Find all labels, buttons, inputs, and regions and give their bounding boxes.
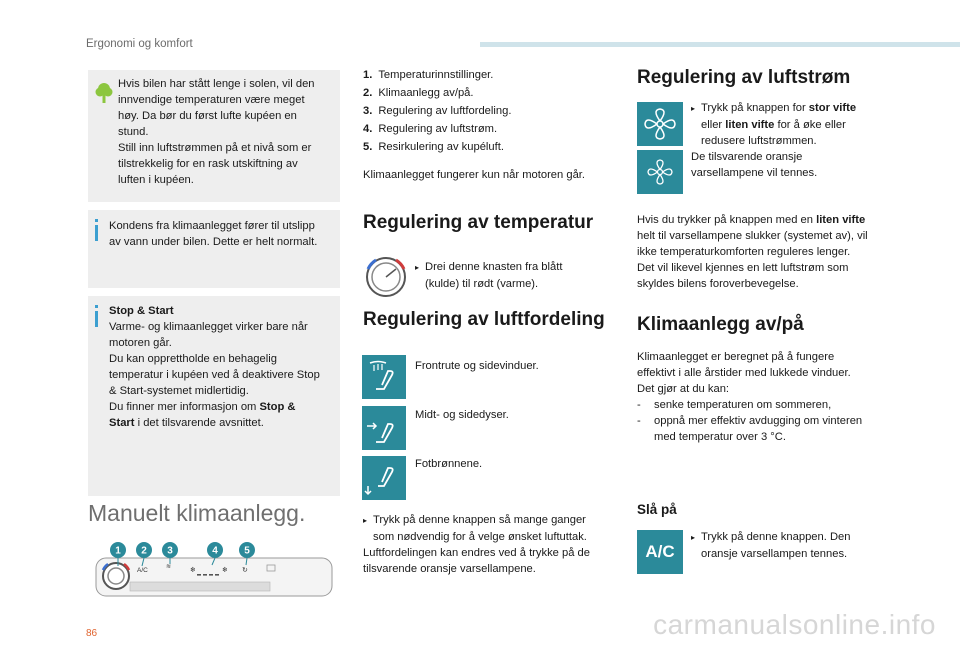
large-fan-button-icon	[637, 102, 683, 146]
ac-heading: Klimaanlegg av/på	[637, 314, 804, 335]
header-bar	[480, 42, 960, 47]
list-item: 3. Regulering av luftfordeling.	[363, 105, 512, 117]
panel-ac-label: A/C	[137, 567, 148, 574]
distribution-bottom-text: ▸ Trykk på denne knappen så mange ganger som nødvendig for å velge ønsket luftuttak. Luftfordelingen kan endres ved å trykke på de tilsvarende oransje varsellampene.	[363, 514, 591, 575]
footwell-button-icon	[362, 456, 406, 500]
ac-button-icon	[637, 530, 683, 574]
svg-text:❄: ❄	[222, 566, 228, 574]
ac-button-label: A/C	[645, 542, 675, 561]
turn-on-text: ▸ Trykk på denne knappen. Den oransje varsellampen tennes.	[691, 531, 851, 560]
svg-text:↻: ↻	[242, 566, 248, 574]
tree-icon	[95, 82, 113, 104]
airflow-heading: Regulering av luftstrøm	[637, 67, 851, 88]
temperature-knob-icon	[362, 255, 410, 299]
svg-text:❄: ❄	[190, 566, 196, 574]
legend-list	[363, 66, 603, 156]
page-number: 86	[86, 628, 98, 639]
panel-callout-1: 1	[115, 545, 121, 557]
watermark: carmanualsonline.info	[653, 609, 936, 640]
condens-note-text: Kondens fra klimaanlegget fører til utslipp av vann under bilen. Dette er helt normalt.	[109, 220, 318, 248]
svg-text:≋: ≋	[166, 563, 172, 570]
airflow-paragraph: Hvis du trykker på knappen med en liten vifte helt til varsellampene slukker (systemet av), vil ikke temperaturkomforten reguleres lenger. Det vil likevel kjennes en lett luftstrøm som skyldes bilens foroverbevegelse.	[637, 214, 868, 290]
turn-on-heading: Slå på	[637, 502, 677, 517]
list-item: 5. Resirkulering av kupéluft.	[363, 141, 504, 153]
panel-callout-4: 4	[212, 545, 218, 557]
distribution-item: Fotbrønnene.	[415, 458, 483, 470]
windscreen-button-icon	[362, 355, 406, 399]
engine-note: Klimaanlegget fungerer kun når motoren går.	[363, 169, 586, 181]
small-fan-button-icon	[637, 150, 683, 194]
distribution-heading: Regulering av luftfordeling	[363, 309, 605, 330]
list-item: 1. Temperaturinnstillinger.	[363, 69, 494, 81]
distribution-item: Frontrute og sidevinduer.	[415, 360, 539, 372]
face-vents-button-icon	[362, 406, 406, 450]
panel-callout-3: 3	[167, 545, 173, 557]
stopstart-note-text: Stop & Start Varme- og klimaanlegget virker bare når motoren går. Du kan opprettholde en behagelig temperatur i kupéen ved å deaktivere Stop & Start-systemet midlertidig. Du finner mer informasjon om Stop & Start i det tilsvarende avsnittet.	[109, 305, 320, 429]
ac-text: Klimaanlegget er beregnet på å fungere effektivt i alle årstider med lukkede vinduer. Det gjør at du kan: - senke temperaturen om sommeren, - oppnå mer effektiv avdugging om vinteren med temperatur over 3 °C.	[637, 351, 863, 443]
panel-callout-2: 2	[141, 545, 147, 557]
temperature-text: ▸ Drei denne knasten fra blått (kulde) til rødt (varme).	[415, 261, 563, 290]
list-item: 4. Regulering av luftstrøm.	[363, 123, 498, 135]
info-icon	[94, 305, 100, 327]
section-header: Ergonomi og komfort	[86, 38, 193, 50]
panel-callout-5: 5	[244, 545, 250, 557]
distribution-item: Midt- og sidedyser.	[415, 409, 509, 421]
sun-note-text: Hvis bilen har stått lenge i solen, vil den innvendige temperaturen være meget høy. Da bør du først lufte kupéen en stund. Still inn luftstrømmen på et nivå som er tilstrekkelig for en rask utskiftning av luften i kupéen.	[118, 78, 315, 186]
info-icon	[94, 219, 100, 241]
page-title: Manuelt klimaanlegg.	[88, 500, 306, 526]
control-panel-illustration	[94, 538, 334, 600]
airflow-text: ▸ Trykk på knappen for stor vifte eller liten vifte for å øke eller redusere luftstrømmen. De tilsvarende oransje varsellampene vil tennes.	[691, 102, 857, 179]
list-item: 2. Klimaanlegg av/på.	[363, 87, 474, 99]
temperature-heading: Regulering av temperatur	[363, 212, 594, 233]
